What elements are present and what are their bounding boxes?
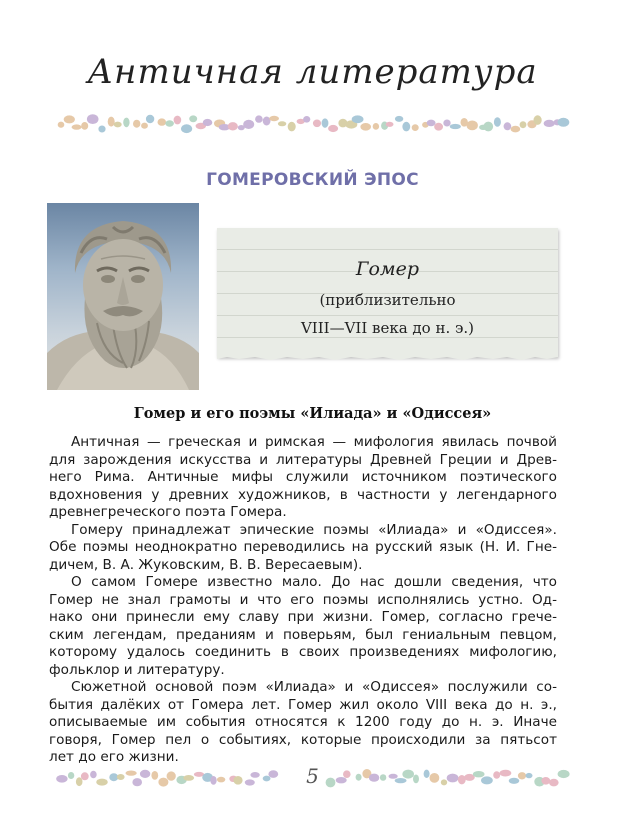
ornament-dot [369,774,379,782]
body-line: лет до его жизни. [49,749,179,765]
ornament-dot [114,122,122,128]
ornament-dot [402,122,410,132]
ornament-dot [511,126,521,133]
page-number: 5 [306,764,319,788]
ornament-dot [443,120,450,127]
ornament-dot [343,770,351,778]
ornament-dot [413,775,419,784]
ornament-dot [174,116,182,125]
ornament-dot [255,115,263,122]
ornament-dot [447,774,459,783]
body-line: фольклор и литературу. [49,661,225,678]
ornament-dot [430,773,440,783]
ornament-dot [87,114,99,124]
author-dates-line-1: (приблизительно [319,291,456,309]
ornament-dot [165,120,174,126]
body-line: вдохновения у древних художников, в частности у легендарного [49,486,557,503]
ornament-dot [228,122,238,130]
ornament-dot [494,117,501,127]
article-body [49,434,557,767]
ornament-dot [58,122,65,128]
ornament-dot [412,124,419,131]
ornament-dot [395,116,403,122]
ornament-dot [269,116,279,121]
body-line: которому удалось соединить в своих произведениях мифологию, [49,644,557,660]
chapter-title: ГОМЕРОВСКИЙ ЭПОС [206,170,419,190]
ornament-dot [402,770,414,779]
body-line: Античная — греческая и римская — мифология явилась почвой [71,434,557,450]
body-line: ским легендам, преданиям и поверьям, был гениальным певцом, [49,626,557,643]
body-line: Гомер не знал грамоты и что его поэмы исполнялись устно. Од- [49,591,557,608]
ornament-dot [278,121,286,126]
ornament-dot [64,115,75,123]
ornament-dot [81,122,88,130]
ornament-dot [146,115,154,123]
ornament-dot [352,115,364,123]
ornament-dot [544,120,555,127]
ornament-dot [98,126,105,133]
homer-portrait [47,203,199,390]
ornament-dot [328,125,338,132]
ornament-dot [380,774,386,781]
ornament-dot [518,772,526,779]
homer-bust-icon [47,203,199,390]
ornament-dot [434,123,443,131]
body-line: него Рима. Античные мифы служили источником поэтического [49,469,557,485]
ornament-dot [484,122,494,132]
body-line: Гомеру принадлежат эпические поэмы «Илиада» и «Одиссея». [71,521,557,538]
article-heading: Гомер и его поэмы «Илиада» и «Одиссея» [133,405,492,422]
ornament-dot [322,118,329,127]
ornament-dot [288,122,296,132]
ornament-dot [389,774,398,779]
ornament-dot [549,779,559,787]
ornament-dot [336,777,347,783]
body-line: О самом Гомере известно мало. До нас дошли сведения, что [71,574,557,590]
ornament-dot [395,778,407,783]
body-line: для зарождения искусства и литературы Древней Греции и Древ- [49,451,557,468]
ornament-dot [481,776,493,784]
ornament-dot [386,122,394,127]
ornament-dot [123,118,129,128]
ornament-dot [520,121,527,128]
ornament-dot [243,120,254,129]
ornament-dot [141,123,148,129]
author-card [217,228,558,357]
body-line: древнегреческого поэта Гомера. [49,504,287,520]
ornament-dot [133,120,140,128]
ornament-dot [493,771,500,778]
ornament-dot [424,770,430,778]
ornament-dot [541,777,550,785]
author-name: Гомер [355,258,420,280]
ornament-dot [373,123,379,130]
ornament-dot [108,117,115,127]
ornament-dot [313,120,321,128]
ornament-dot [504,122,512,130]
body-line: Обе поэмы неоднократно переводились на русский язык (Н. И. Гне- [49,539,557,555]
body-line: Сюжетной основой поэм «Илиада» и «Одиссея» послужили со- [71,679,557,695]
ornament-dot [441,779,447,785]
footer-dots-right-ornament [325,768,570,788]
body-line: нако они принесли ему славу при жизни. Гомер, согласно грече- [49,609,557,625]
ornament-dot [203,119,213,126]
ornament-dot [526,773,533,778]
section-title: Античная литература [87,52,538,92]
body-line: бытия далёких от Гомера лет. Гомер жил около VIII века до н. э., [49,696,557,713]
ornament-dot [303,116,310,123]
header-dots-ornament [55,113,570,135]
ornament-dot [263,117,271,126]
ornament-dot [72,124,82,129]
ornament-dot [473,771,485,777]
ornament-dot [467,121,478,131]
ornament-dot [558,770,570,778]
ornament-dot [360,123,371,131]
body-line: описываемые им события относятся к 1200 году до н. э. Иначе [49,714,557,730]
ornament-dot [509,778,520,784]
ornament-dot [500,770,512,777]
torn-edge [217,355,558,361]
ornament-dot [189,115,197,122]
ornament-dot [558,118,570,127]
body-line: дичем, В. А. Жуковским, В. В. Вересаевым). [49,556,363,573]
ornament-dot [534,115,542,125]
author-dates-line-2: VIII—VII века до н. э.) [300,319,475,337]
ornament-dot [427,120,436,127]
body-line: говоря, Гомер пел о событиях, которые происходили за пятьсот [49,731,557,748]
ornament-dot [450,124,461,129]
ornament-dot [158,118,167,125]
ornament-dot [326,778,336,788]
ornament-dot [356,774,362,781]
ornament-dot [181,124,192,133]
